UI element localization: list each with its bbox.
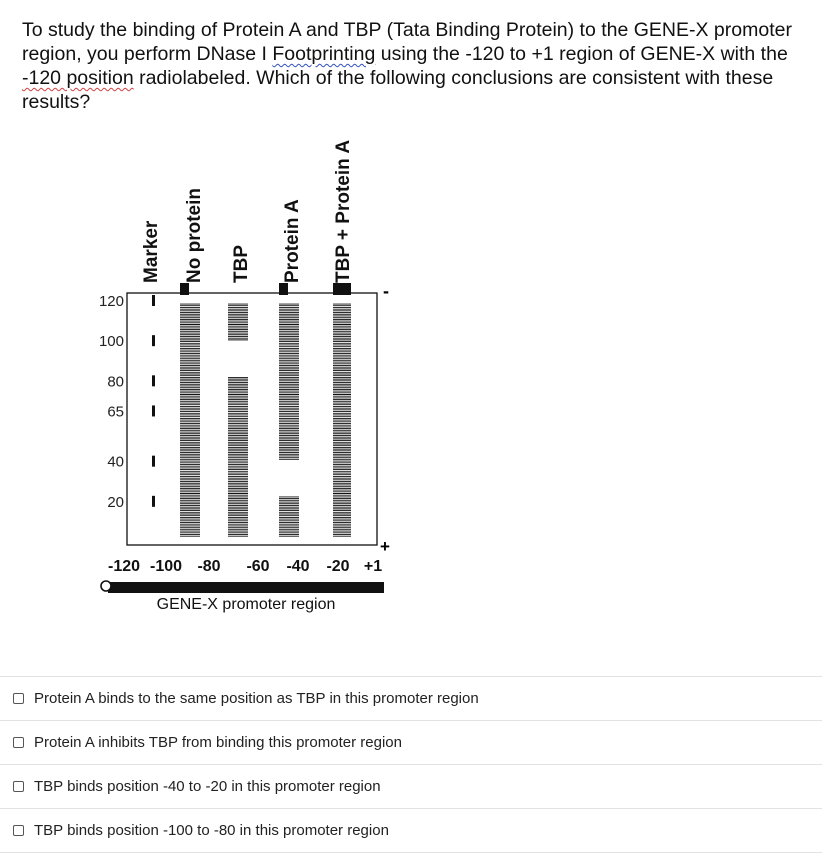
marker-size-label: 20 bbox=[107, 493, 124, 511]
well-no-protein bbox=[180, 283, 189, 295]
axis-tick: -100 bbox=[149, 558, 183, 575]
checkbox[interactable] bbox=[13, 737, 24, 748]
lane-tbp bbox=[228, 304, 248, 536]
minus-sign: - bbox=[383, 281, 389, 301]
lane-label-tbp: TBP bbox=[231, 245, 252, 283]
marker-size-label: 120 bbox=[98, 293, 124, 310]
option-2[interactable]: Protein A inhibits TBP from binding this promoter region bbox=[0, 720, 822, 764]
axis-tick: -80 bbox=[197, 558, 221, 575]
axis-tick: -60 bbox=[246, 558, 270, 575]
footprinting-word: Footprinting bbox=[272, 43, 376, 65]
option-3[interactable]: TBP binds position -40 to -20 in this promoter region bbox=[0, 764, 822, 808]
axis-label: GENE-X promoter region bbox=[156, 596, 336, 613]
answer-options bbox=[0, 676, 822, 853]
marker-band bbox=[152, 456, 155, 467]
lane-label-protein-a: Protein A bbox=[282, 199, 303, 283]
marker-size-label: 65 bbox=[107, 403, 124, 421]
option-1[interactable]: Protein A binds to the same position as TBP in this promoter region bbox=[0, 676, 822, 720]
marker-band bbox=[152, 335, 155, 346]
radiolabel-marker bbox=[101, 581, 111, 591]
axis-tick: -40 bbox=[286, 558, 310, 575]
marker-band bbox=[152, 496, 155, 507]
well-tbp-protein-a bbox=[333, 283, 351, 295]
lane-no-protein bbox=[180, 304, 200, 536]
axis-tick: -20 bbox=[326, 558, 350, 575]
axis-tick: -120 bbox=[107, 558, 141, 575]
marker-size-label: 100 bbox=[98, 333, 124, 351]
lane-label-tbp-protein-a: TBP + Protein A bbox=[333, 139, 354, 283]
lane-label-marker: Marker bbox=[141, 220, 162, 283]
marker-band bbox=[152, 405, 155, 416]
axis-tick: +1 bbox=[363, 558, 383, 575]
marker-size-label: 40 bbox=[107, 453, 124, 471]
position-phrase: -120 position bbox=[22, 67, 134, 89]
well-protein-a bbox=[279, 283, 288, 295]
checkbox[interactable] bbox=[13, 693, 24, 704]
marker-size-label: 80 bbox=[107, 373, 124, 391]
option-4[interactable]: TBP binds position -100 to -80 in this promoter region bbox=[0, 808, 822, 853]
question-text: To study the binding of Protein A and TBP (Tata Binding Protein) to the GENE-X promoter region, you perform DNase I Footprinting using the -120 to +1 region of GENE-X with the -120 position radiolabeled. Which of the following conclusions are consistent with these results? bbox=[22, 19, 792, 113]
promoter-bar bbox=[108, 582, 384, 593]
lane-label-no-protein: No protein bbox=[184, 188, 205, 283]
marker-band bbox=[152, 375, 155, 386]
checkbox[interactable] bbox=[13, 781, 24, 792]
checkbox[interactable] bbox=[13, 825, 24, 836]
marker-band bbox=[152, 295, 155, 306]
lane-protein-a bbox=[279, 304, 299, 536]
lane-tbp-protein-a bbox=[333, 304, 351, 536]
plus-sign: + bbox=[380, 537, 390, 556]
